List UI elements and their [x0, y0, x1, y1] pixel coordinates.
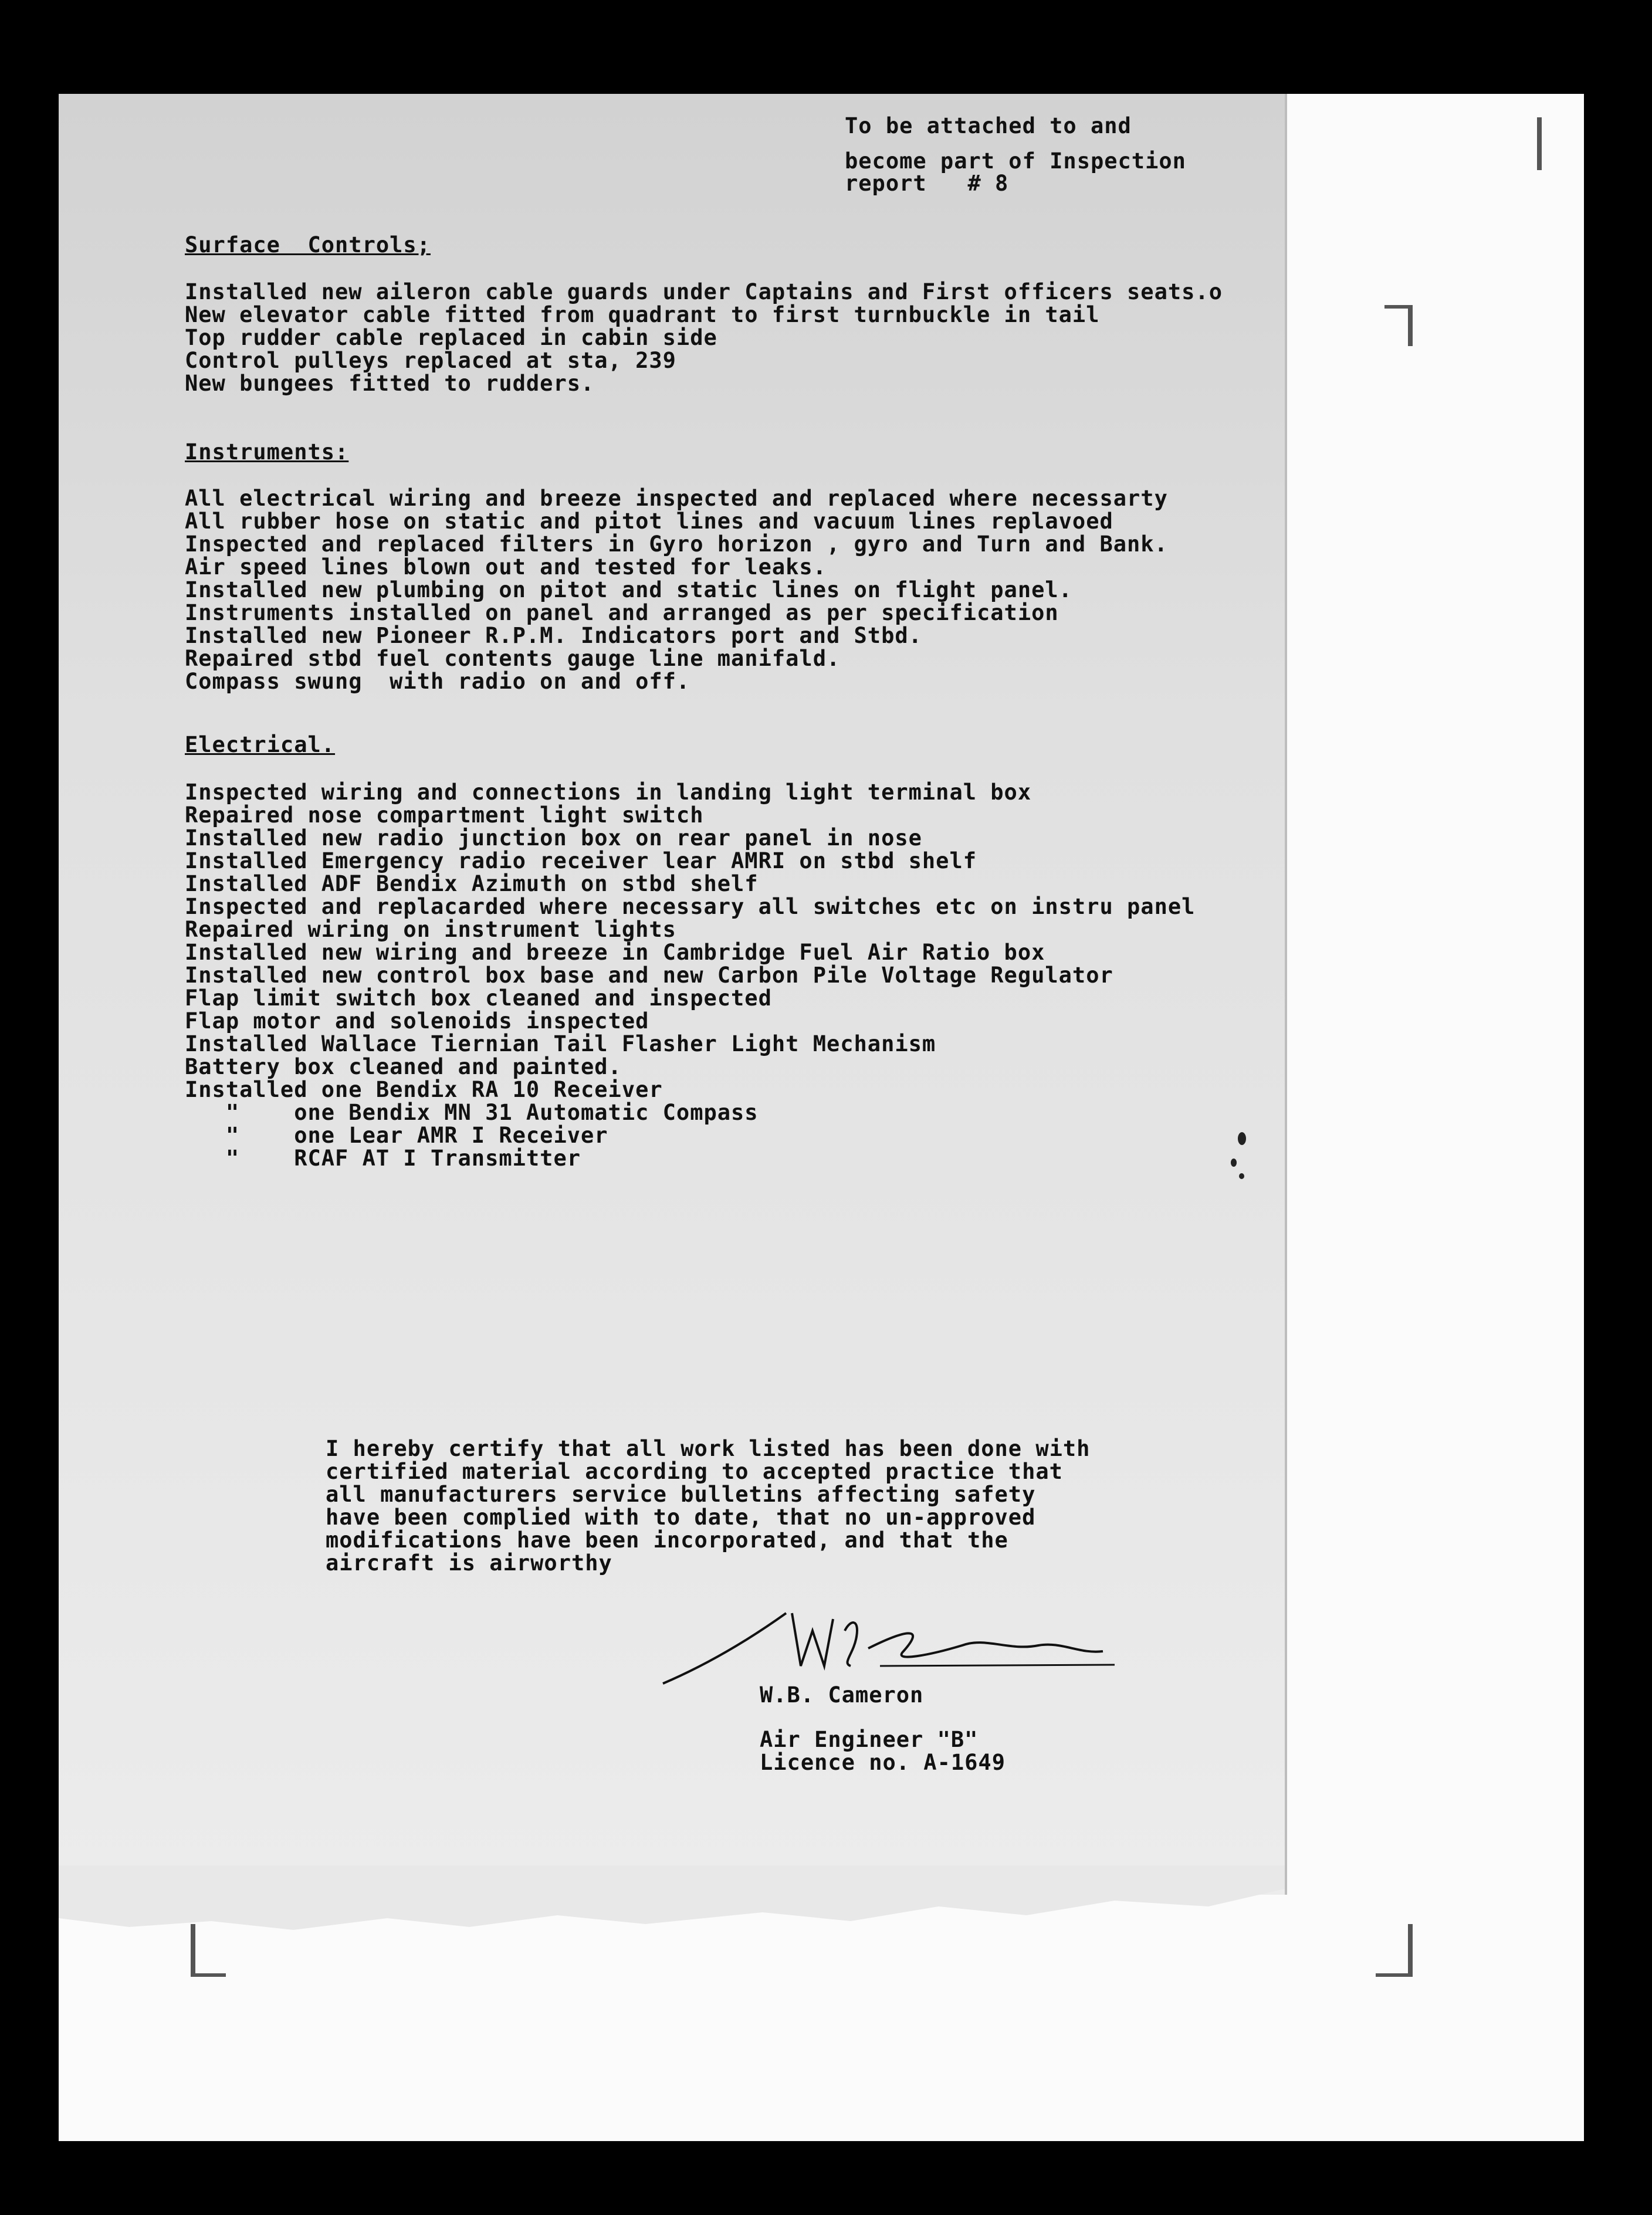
- header-note-line-1: To be attached to and: [845, 113, 1132, 138]
- instruments-item: All electrical wiring and breeze inspected and replaced where necessarty: [185, 486, 1168, 511]
- instruments-item: Air speed lines blown out and tested for leaks.: [185, 554, 827, 580]
- electrical-item: Installed new wiring and breeze in Cambridge Fuel Air Ratio box: [185, 940, 1045, 965]
- electrical-item: Flap motor and solenoids inspected: [185, 1008, 649, 1034]
- electrical-item: Installed ADF Bendix Azimuth on stbd shelf: [185, 871, 759, 896]
- surface-controls-item: New elevator cable fitted from quadrant to first turnbuckle in tail: [185, 302, 1100, 327]
- electrical-item: Repaired nose compartment light switch: [185, 802, 704, 828]
- certification-line: certified material according to accepted practice that: [326, 1459, 1063, 1484]
- header-note-line-3: report # 8: [845, 171, 1009, 196]
- corner-mark-r1b: [1384, 305, 1413, 309]
- certification-line: modifications have been incorporated, and that the: [326, 1528, 1008, 1553]
- signatory-title: Air Engineer "B": [760, 1727, 979, 1752]
- signatory-licence: Licence no. A-1649: [760, 1750, 1006, 1775]
- surface-controls-item: Installed new aileron cable guards under Captains and First officers seats.o: [185, 279, 1223, 304]
- instruments-item: Instruments installed on panel and arranged as per specification: [185, 600, 1059, 625]
- electrical-item: " RCAF AT I Transmitter: [185, 1146, 581, 1171]
- instruments-item: All rubber hose on static and pitot lines and vacuum lines replavoed: [185, 509, 1113, 534]
- instruments-item: Compass swung with radio on and off.: [185, 669, 690, 694]
- certification-line: all manufacturers service bulletins affecting safety: [326, 1482, 1036, 1507]
- surface-controls-heading: Surface Controls;: [185, 232, 431, 258]
- torn-page-edge: [59, 1865, 1285, 1936]
- electrical-item: Repaired wiring on instrument lights: [185, 917, 676, 942]
- instruments-item: Inspected and replaced filters in Gyro horizon , gyro and Turn and Bank.: [185, 531, 1168, 557]
- electrical-item: Installed new radio junction box on rear panel in nose: [185, 825, 922, 851]
- header-note-line-2: become part of Inspection: [845, 148, 1186, 174]
- electrical-heading: Electrical.: [185, 732, 336, 757]
- corner-mark-bl: [191, 1924, 195, 1977]
- corner-mark-br2: [1376, 1973, 1413, 1977]
- signatory-name: W.B. Cameron: [760, 1682, 924, 1708]
- electrical-item: Flap limit switch box cleaned and inspected: [185, 985, 772, 1011]
- ink-speck: [1239, 1173, 1244, 1179]
- ink-speck: [1231, 1159, 1237, 1167]
- certification-line: have been complied with to date, that no un-approved: [326, 1505, 1036, 1530]
- electrical-item: Installed one Bendix RA 10 Receiver: [185, 1077, 663, 1102]
- surface-controls-item: Control pulleys replaced at sta, 239: [185, 348, 676, 373]
- electrical-item: " one Bendix MN 31 Automatic Compass: [185, 1100, 759, 1125]
- instruments-item: Installed new Pioneer R.P.M. Indicators port and Stbd.: [185, 623, 922, 648]
- electrical-item: Inspected and replacarded where necessary all switches etc on instru panel: [185, 894, 1196, 919]
- electrical-item: Installed Wallace Tiernian Tail Flasher Light Mechanism: [185, 1031, 936, 1056]
- corner-mark-bl2: [191, 1973, 226, 1977]
- corner-mark-r1: [1408, 305, 1413, 346]
- ink-speck: [1238, 1132, 1246, 1145]
- electrical-item: Installed Emergency radio receiver lear AMRI on stbd shelf: [185, 848, 977, 873]
- instruments-item: Repaired stbd fuel contents gauge line manifald.: [185, 646, 841, 671]
- electrical-item: Inspected wiring and connections in landing light terminal box: [185, 780, 1032, 805]
- corner-mark-tr: [1537, 117, 1542, 170]
- surface-controls-item: Top rudder cable replaced in cabin side: [185, 325, 717, 350]
- instruments-item: Installed new plumbing on pitot and static lines on flight panel.: [185, 577, 1072, 602]
- electrical-item: Battery box cleaned and painted.: [185, 1054, 622, 1079]
- corner-mark-br: [1408, 1924, 1413, 1977]
- certification-line: I hereby certify that all work listed has been done with: [326, 1436, 1091, 1461]
- certification-line: aircraft is airworthy: [326, 1550, 612, 1576]
- instruments-heading: Instruments:: [185, 439, 349, 465]
- electrical-item: Installed new control box base and new Carbon Pile Voltage Regulator: [185, 963, 1113, 988]
- surface-controls-item: New bungees fitted to rudders.: [185, 371, 595, 396]
- electrical-item: " one Lear AMR I Receiver: [185, 1123, 608, 1148]
